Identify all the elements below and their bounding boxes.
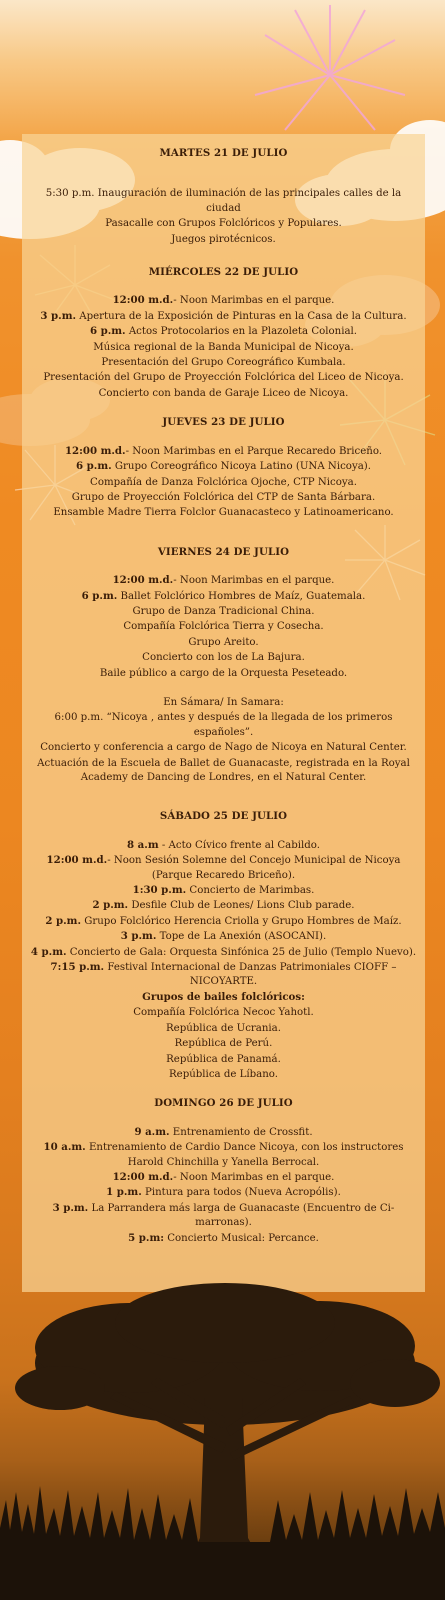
schedule-line: Ensamble Madre Tierra Folclor Guanacasteco y Latinoamericano. bbox=[53, 507, 394, 519]
schedule-line: 3 p.m. Tope de La Anexión (ASOCANI). bbox=[120, 930, 327, 943]
schedule-line: Actuación de la Escuela de Ballet de Guanacaste, registrada en la Royal Academy de Dancing de Londres, en el Natural Center. bbox=[37, 757, 410, 783]
schedule-line: Compañía Folclórica Tierra y Cosecha. bbox=[123, 621, 324, 633]
schedule-line: 3 p.m. La Parrandera más larga de Guanacaste (Encuentro de Ci-marronas). bbox=[52, 1201, 395, 1229]
schedule-line: 6 p.m. Grupo Coreográfico Nicoya Latino (UNA Nicoya). bbox=[76, 460, 371, 473]
schedule-line: 2 p.m. Grupo Folclórico Herencia Criolla y Grupo Hombres de Maíz. bbox=[45, 914, 402, 927]
schedule-line: 12:00 m.d.- Noon Marimbas en el parque. bbox=[112, 294, 335, 307]
schedule-line: 3 p.m. Apertura de la Exposición de Pinturas en la Casa de la Cultura. bbox=[40, 309, 407, 322]
schedule-line: República de Perú. bbox=[174, 1038, 273, 1050]
schedule-line: Concierto con banda de Garaje Liceo de Nicoya. bbox=[98, 387, 349, 399]
schedule-line: 12:00 m.d.- Noon Sesión Solemne del Concejo Municipal de Nicoya (Parque Recaredo Briceño). bbox=[46, 854, 401, 881]
schedule-line: 5 p.m: Concierto Musical: Percance. bbox=[128, 1231, 319, 1244]
day-heading-domingo: DOMINGO 26 DE JULIO bbox=[154, 1097, 293, 1110]
day-heading-viernes: VIERNES 24 DE JULIO bbox=[157, 545, 290, 558]
schedule-line: 4 p.m. Concierto de Gala: Orquesta Sinfónica 25 de Julio (Templo Nuevo). bbox=[30, 945, 417, 958]
schedule-line: Compañía de Danza Folclórica Ojoche, CTP Nicoya. bbox=[90, 476, 357, 488]
day-heading-sabado: SÁBADO 25 DE JULIO bbox=[159, 810, 288, 823]
day-heading-miercoles: MIÉRCOLES 22 DE JULIO bbox=[148, 266, 299, 279]
schedule-line: 10 a.m. Entrenamiento de Cardio Dance Nicoya, con los instructores Harold Chinchilla y Yanella Berrocal. bbox=[43, 1141, 404, 1168]
schedule-line: República de Líbano. bbox=[169, 1068, 278, 1080]
schedule-line: Música regional de la Banda Municipal de Nicoya. bbox=[93, 341, 354, 353]
schedule-line: 6 p.m. Ballet Folclórico Hombres de Maíz, Guatemala. bbox=[81, 589, 366, 602]
schedule-line: Grupo Areito. bbox=[188, 636, 259, 648]
schedule-line: 12:00 m.d.- Noon Marimbas en el parque. bbox=[112, 1170, 335, 1183]
schedule-line: 9 a.m. Entrenamiento de Crossfit. bbox=[134, 1125, 313, 1138]
schedule-line: 12:00 m.d.- Noon Marimbas en el Parque Recaredo Briceño. bbox=[64, 444, 383, 457]
schedule-line: 5:30 p.m. Inauguración de iluminación de las principales calles de la ciudad bbox=[45, 188, 402, 214]
schedule-line: Grupo de Danza Tradicional China. bbox=[132, 605, 315, 617]
schedule-subheading: Grupos de bailes folclóricos: bbox=[142, 990, 305, 1003]
schedule-line: 6 p.m. Actos Protocolarios en la Plazoleta Colonial. bbox=[89, 325, 358, 338]
schedule-line: Compañía Folclórica Necoc Yahotl. bbox=[133, 1007, 314, 1019]
schedule-line: 1 p.m. Pintura para todos (Nueva Acropólis). bbox=[106, 1186, 341, 1199]
schedule-line: Concierto y conferencia a cargo de Nago de Nicoya en Natural Center. bbox=[40, 742, 407, 754]
schedule-line: Concierto con los de La Bajura. bbox=[142, 652, 305, 664]
schedule-line: República de Ucrania. bbox=[166, 1022, 281, 1034]
schedule-line: 7:15 p.m. Festival Internacional de Danzas Patrimoniales CIOFF – NICOYARTE. bbox=[50, 961, 397, 988]
schedule-line: Presentación del Grupo Coreográfico Kumbala. bbox=[101, 357, 346, 369]
schedule-line: 2 p.m. Desfile Club de Leones/ Lions Club parade. bbox=[92, 899, 355, 912]
schedule-content bbox=[28, 146, 419, 1246]
schedule-line: Presentación del Grupo de Proyección Folclórica del Liceo de Nicoya. bbox=[43, 372, 404, 384]
schedule-line: Pasacalle con Grupos Folclóricos y Populares. bbox=[105, 218, 342, 230]
schedule-line: 1:30 p.m. Concierto de Marimbas. bbox=[132, 884, 315, 897]
day-heading-martes: MARTES 21 DE JULIO bbox=[159, 147, 288, 159]
schedule-line: En Sámara/ In Samara: bbox=[163, 696, 284, 708]
day-heading-jueves: JUEVES 23 DE JULIO bbox=[162, 416, 285, 429]
schedule-line: 8 a.m - Acto Cívico frente al Cabildo. bbox=[127, 838, 320, 851]
schedule-line: 12:00 m.d.- Noon Marimbas en el parque. bbox=[112, 574, 335, 587]
schedule-line: República de Panamá. bbox=[166, 1053, 281, 1065]
tree-silhouette-icon bbox=[0, 1278, 445, 1600]
schedule-line: Baile público a cargo de la Orquesta Peseteado. bbox=[99, 667, 348, 679]
schedule-line: Grupo de Proyección Folclórica del CTP de Santa Bárbara. bbox=[71, 491, 376, 503]
schedule-line: Juegos pirotécnicos. bbox=[171, 233, 276, 245]
schedule-line: 6:00 p.m. “Nicoya , antes y después de la llegada de los primeros españoles”. bbox=[54, 712, 393, 738]
firework-pink-icon bbox=[255, 5, 405, 130]
